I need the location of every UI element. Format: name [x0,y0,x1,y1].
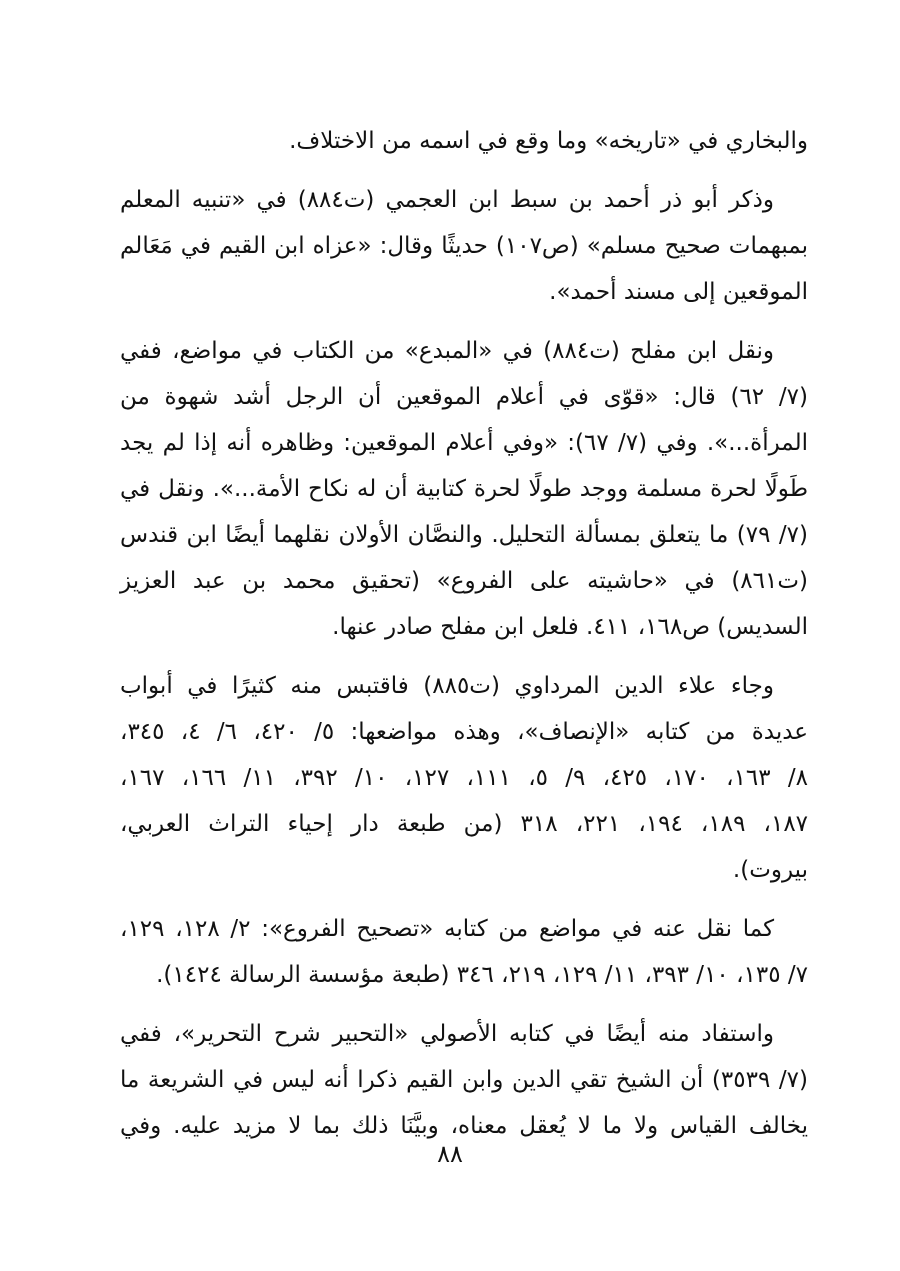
text-line: عديدة من كتابه «الإنصاف»، وهذه مواضعها: ٥/ ٤٢٠، ٦/ ٤، ٣٤٥، [120,719,809,745]
text-line: (٧/ ٧٩) ما يتعلق بمسألة التحليل. والنصَّان الأولان نقلهما أيضًا ابن قندس [120,522,809,548]
text-line: (٧/ ٦٢) قال: «قوّى في أعلام الموقعين أن الرجل أشد شهوة من [120,384,808,410]
text-line: (٧/ ٣٥٣٩) أن الشيخ تقي الدين وابن القيم ذكرا أنه ليس في الشريعة ما [120,1067,808,1093]
paragraph-3 [120,328,808,650]
text-line: السديس) ص١٦٨، ٤١١. فلعل ابن مفلح صادر عنها. [332,614,808,640]
paragraph-2 [120,177,808,315]
page-body [120,118,808,1149]
text-line: طَولًا لحرة مسلمة ووجد طولًا لحرة كتابية أن له نكاح الأمة...». ونقل في [120,476,808,502]
paragraph-5 [120,906,808,998]
text-line: ٧/ ١٣٥، ١٠/ ٣٩٣، ١١/ ١٢٩، ٢١٩، ٣٤٦ (طبعة مؤسسة الرسالة ١٤٢٤). [156,962,808,988]
text-line: بيروت). [732,857,808,883]
paragraph-1 [120,118,808,164]
text-line: بمبهمات صحيح مسلم» (ص١٠٧) حديثًا وقال: «عزاه ابن القيم في مَعَالم [120,233,809,259]
text-line: وجاء علاء الدين المرداوي (ت٨٨٥) فاقتبس منه كثيرًا في أبواب [120,673,774,699]
text-line: وذكر أبو ذر أحمد بن سبط ابن العجمي (ت٨٨٤) في «تنبيه المعلم [120,187,774,213]
paragraph-4 [120,663,808,893]
text-line: كما نقل عنه في مواضع من كتابه «تصحيح الفروع»: ٢/ ١٢٨، ١٢٩، [120,916,775,942]
text-line: واستفاد منه أيضًا في كتابه الأصولي «التحبير شرح التحرير»، ففي [120,1021,774,1047]
text-line: المرأة...». وفي (٧/ ٦٧): «وفي أعلام الموقعين: وظاهره أنه إذا لم يجد [120,430,809,456]
text-line: يخالف القياس ولا ما لا يُعقل معناه، وبيَّنَا ذلك بما لا مزيد عليه. وفي [120,1113,808,1139]
text-line: والبخاري في «تاريخه» وما وقع في اسمه من الاختلاف. [289,128,808,154]
page-number: ٨٨ [437,1140,463,1168]
text-line: ٨/ ١٦٣، ١٧٠، ٤٢٥، ٩/ ٥، ١١١، ١٢٧، ١٠/ ٣٩٢، ١١/ ١٦٦، ١٦٧، [120,765,809,791]
text-line: الموقعين إلى مسند أحمد». [549,279,808,305]
text-line: ١٨٧، ١٨٩، ١٩٤، ٢٢١، ٣١٨ (من طبعة دار إحياء التراث العربي، [120,811,809,837]
paragraph-6 [120,1011,808,1149]
text-line: (ت٨٦١) في «حاشيته على الفروع» (تحقيق محمد بن عبد العزيز [120,568,808,594]
text-line: ونقل ابن مفلح (ت٨٨٤) في «المبدع» من الكتاب في مواضع، ففي [120,338,774,364]
